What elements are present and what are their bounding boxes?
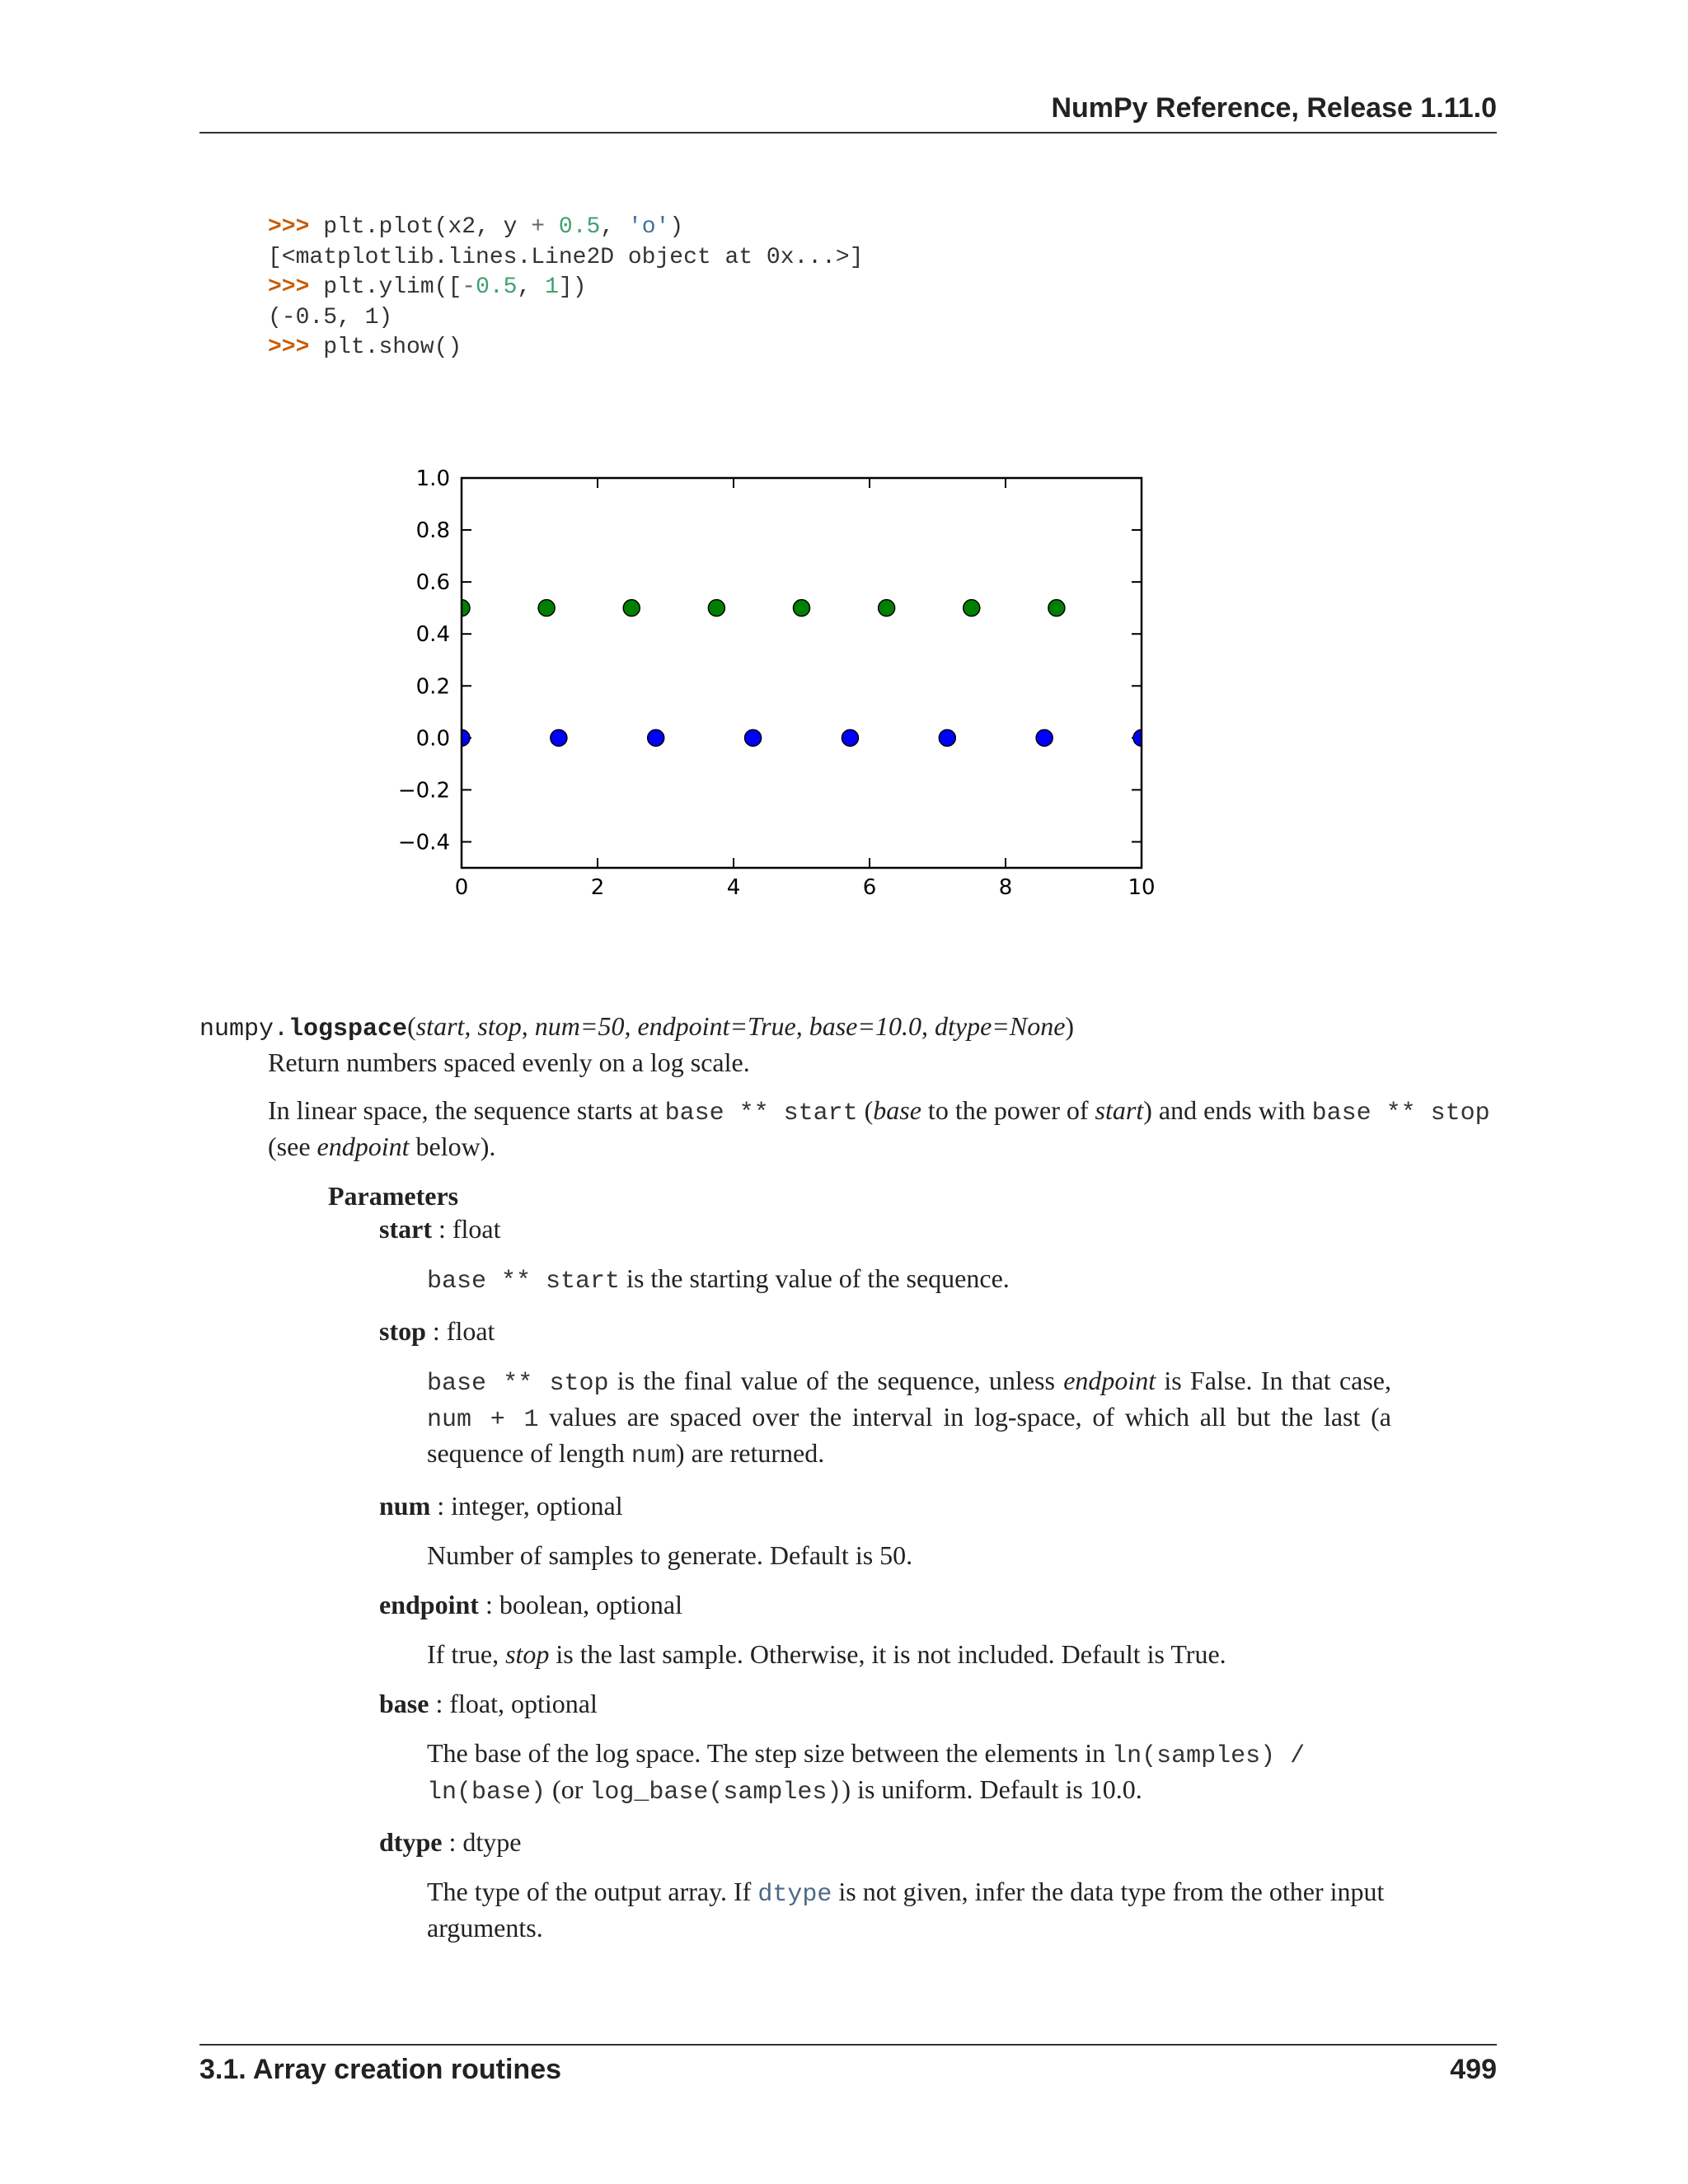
y-tick-label: 1.0 xyxy=(415,466,450,491)
code-text: ]) xyxy=(558,274,587,300)
param-endpoint: endpoint : boolean, optional If true, stop is the last sample. Otherwise, it is not included. Default is True. xyxy=(379,1590,1226,1669)
code-text: , xyxy=(600,214,628,240)
x-tick-label: 10 xyxy=(1128,875,1156,900)
x-tick-label: 0 xyxy=(454,875,469,900)
prompt: >>> xyxy=(268,335,310,360)
dtype-link[interactable]: dtype xyxy=(757,1881,832,1909)
page-footer xyxy=(199,2044,1497,2085)
data-point xyxy=(708,600,724,616)
param-stop: stop : float base ** stop is the final value of the sequence, unless endpoint is False. In that case, num + 1 values are spaced over the interval in log-space, of which all but the last (a sequence of length num) are returned. xyxy=(379,1316,1392,1470)
y-tick-label: 0.2 xyxy=(415,674,450,700)
param-num: num : integer, optional Number of samples to generate. Default is 50. xyxy=(379,1491,913,1570)
parameters-section xyxy=(328,1179,1497,1944)
data-point xyxy=(538,600,555,616)
data-point xyxy=(879,600,895,616)
data-point xyxy=(842,729,858,746)
scatter-plot xyxy=(387,462,1162,911)
code-operator: - xyxy=(462,274,476,300)
sig-paren: ( xyxy=(407,1011,416,1041)
prompt: >>> xyxy=(268,214,310,240)
parameters-heading: Parameters xyxy=(328,1181,459,1211)
sig-args: start, stop, num=50, endpoint=True, base=10.0, dtype=None xyxy=(415,1011,1066,1041)
x-tick-label: 6 xyxy=(862,875,877,900)
code-string: 'o' xyxy=(627,214,670,240)
y-tick-label: 0.6 xyxy=(415,570,450,596)
y-tick-label: −0.4 xyxy=(397,830,450,855)
plot-frame xyxy=(462,478,1142,868)
code-number: 1 xyxy=(545,274,559,300)
sig-name: logspace xyxy=(288,1015,408,1043)
y-tick-label: 0.4 xyxy=(415,622,450,648)
code-operator: + xyxy=(531,214,546,240)
data-point xyxy=(939,729,955,746)
data-point xyxy=(745,729,762,746)
description: In linear space, the sequence starts at base ** start (base to the power of start) and ends with base ** stop (see endpoint below). xyxy=(268,1095,1490,1161)
code-text: , xyxy=(517,274,546,300)
param-start: start : float base ** start is the starting value of the sequence. xyxy=(379,1214,1010,1296)
x-tick-label: 8 xyxy=(998,875,1013,900)
y-tick-label: 0.0 xyxy=(415,726,450,752)
function-signature xyxy=(199,1010,1497,1046)
footer-page-number: 499 xyxy=(1450,2054,1497,2085)
data-point xyxy=(964,600,980,616)
data-point xyxy=(1048,600,1065,616)
prompt: >>> xyxy=(268,274,310,300)
code-text: plt.show() xyxy=(323,335,462,360)
code-output: (-0.5, 1) xyxy=(268,304,393,330)
data-point xyxy=(794,600,810,616)
data-point xyxy=(551,729,567,746)
x-tick-label: 4 xyxy=(726,875,741,900)
sig-paren: ) xyxy=(1065,1011,1075,1041)
code-text: plt.ylim([ xyxy=(323,274,462,300)
code-block xyxy=(268,213,864,363)
data-point xyxy=(623,600,640,616)
function-doc xyxy=(199,1010,1497,1961)
summary: Return numbers spaced evenly on a log scale. xyxy=(268,1047,750,1077)
code-number: 0.5 xyxy=(476,274,518,300)
y-tick-label: −0.2 xyxy=(397,778,450,804)
code-text: ) xyxy=(669,214,684,240)
y-tick-label: 0.8 xyxy=(415,518,450,544)
code-output: [<matplotlib.lines.Line2D object at 0x...>] xyxy=(268,244,864,270)
page-header xyxy=(199,92,1497,134)
param-dtype: dtype : dtype The type of the output array. If dtype is not given, infer the data type from the other input arguments. xyxy=(379,1827,1385,1943)
sig-module: numpy. xyxy=(199,1015,289,1043)
footer-section: 3.1. Array creation routines xyxy=(199,2054,562,2085)
x-tick-label: 2 xyxy=(590,875,605,900)
code-text: plt.plot(x2, y xyxy=(323,214,532,240)
param-base: base : float, optional The base of the log space. The step size between the elements in ln(samples) / ln(base) (or log_base(samples)) is uniform. Default is 10.0. xyxy=(379,1689,1306,1807)
code-number: 0.5 xyxy=(558,214,601,240)
data-point xyxy=(648,729,664,746)
header-title: NumPy Reference, Release 1.11.0 xyxy=(1051,92,1497,124)
data-point xyxy=(1036,729,1053,746)
